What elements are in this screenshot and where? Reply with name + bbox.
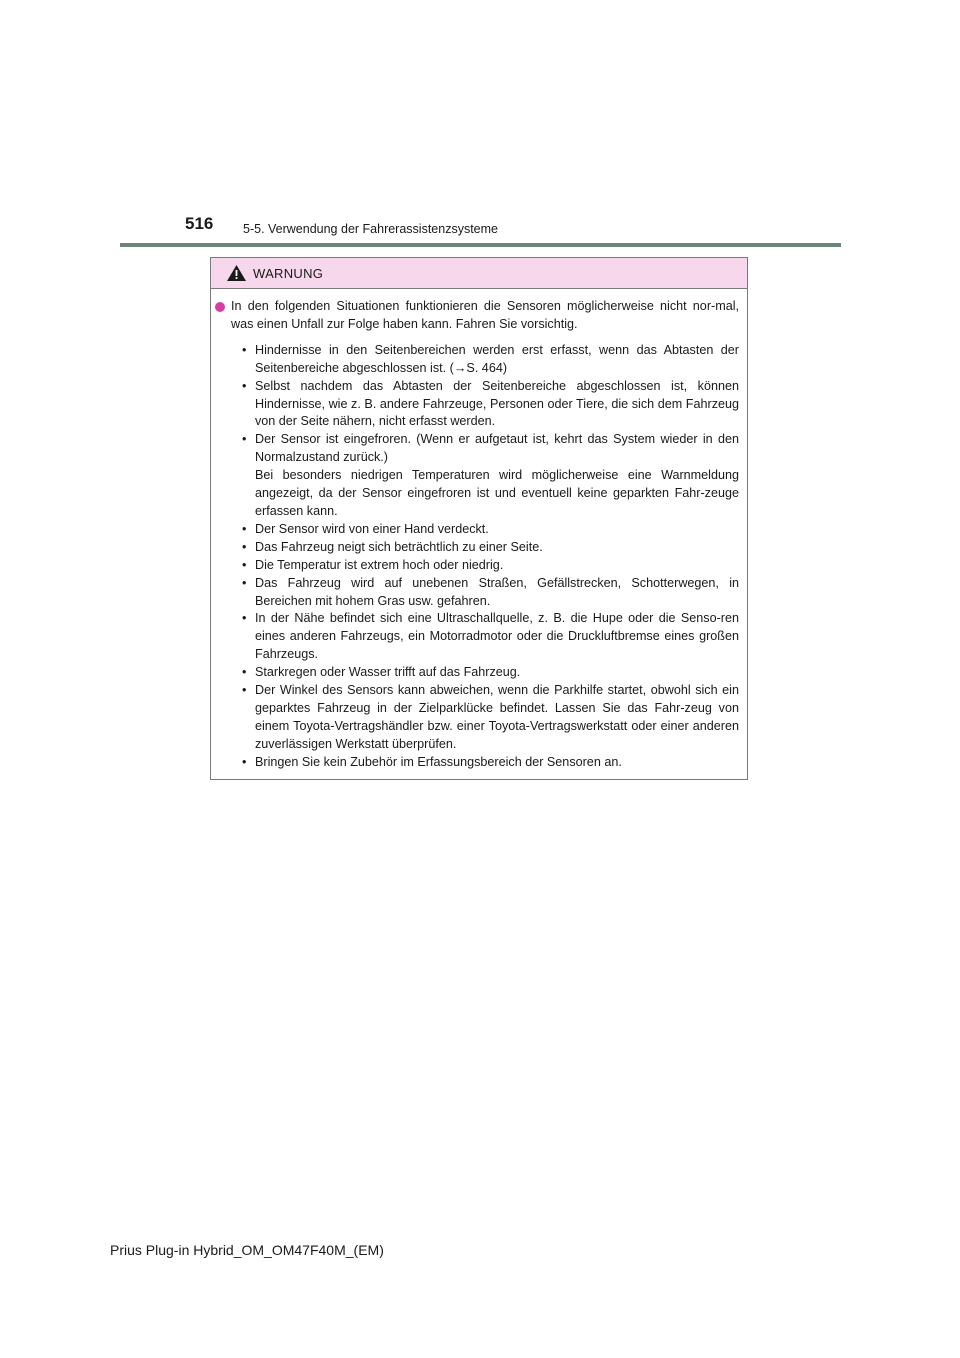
list-item	[211, 431, 747, 521]
bullet-icon: •	[242, 557, 247, 572]
warning-title: WARNUNG	[253, 266, 324, 281]
warning-box	[210, 257, 748, 780]
list-item	[211, 539, 747, 557]
list-item	[211, 682, 747, 754]
list-item-text: Der Winkel des Sensors kann abweichen, wenn die Parkhilfe startet, obwohl sich ein geparktes Fahrzeug in der Zielparklücke befindet. Lassen Sie das Fahr-zeug von einem Toyota-Vertragshändler bzw. einer Toyota-Vertragswerkstatt oder einer anderen zuverlässigen Werkstatt überprüfen.	[255, 683, 739, 751]
bullet-icon: •	[242, 683, 247, 698]
bullet-icon: •	[242, 539, 247, 554]
warning-lead	[211, 298, 747, 334]
warning-header	[211, 258, 747, 289]
bullet-icon: •	[242, 521, 247, 536]
list-item-text: Hindernisse in den Seitenbereichen werden erst erfasst, wenn das Abtasten der Seitenbereiche abgeschlossen ist. (→S. 464)	[255, 342, 739, 375]
footer-document-id: Prius Plug-in Hybrid_OM_OM47F40M_(EM)	[110, 1242, 384, 1258]
lead-dot-icon	[215, 302, 225, 312]
bullet-icon: •	[242, 665, 247, 680]
list-item	[211, 521, 747, 539]
header-rule	[120, 243, 841, 247]
warning-triangle-icon	[226, 264, 247, 282]
bullet-icon: •	[242, 611, 247, 626]
list-item-text: Der Sensor wird von einer Hand verdeckt.	[255, 521, 489, 536]
bullet-icon: •	[242, 378, 247, 393]
list-item-text: In der Nähe befindet sich eine Ultraschallquelle, z. B. die Hupe oder die Senso-ren eines anderen Fahrzeugs, ein Motorradmotor oder die Druckluftbremse eines großen Fahrzeugs.	[255, 611, 739, 662]
page-number: 516	[185, 214, 214, 233]
list-item-text: Starkregen oder Wasser trifft auf das Fahrzeug.	[255, 665, 521, 680]
bullet-icon: •	[242, 342, 247, 357]
list-item-text: Das Fahrzeug neigt sich beträchtlich zu einer Seite.	[255, 539, 543, 554]
bullet-icon: •	[242, 432, 247, 447]
list-item-text: Die Temperatur ist extrem hoch oder niedrig.	[255, 557, 504, 572]
warning-content	[211, 298, 747, 772]
list-item-text: Bei besonders niedrigen Temperaturen wird möglicherweise eine Warnmeldung angezeigt, da der Sensor eingefroren ist und eventuell keine geparkten Fahr-zeuge erfassen kann.	[255, 468, 739, 518]
list-item	[211, 378, 747, 432]
section-title: 5-5. Verwendung der Fahrerassistenzsysteme	[243, 222, 498, 236]
list-item-text: Der Sensor ist eingefroren. (Wenn er aufgetaut ist, kehrt das System wieder in den Normalzustand zurück.)	[255, 432, 739, 465]
list-item-text: Selbst nachdem das Abtasten der Seitenbereiche abgeschlossen ist, können Hindernisse, wie z. B. andere Fahrzeuge, Personen oder Tiere, die sich dem Fahrzeug von der Seite nähern, nicht erfasst werden.	[255, 378, 739, 429]
list-item	[211, 342, 747, 378]
warning-lead-text: In den folgenden Situationen funktionieren die Sensoren möglicherweise nicht nor-mal, was einen Unfall zur Folge haben kann. Fahren Sie vorsichtig.	[231, 299, 739, 331]
bullet-icon: •	[242, 754, 247, 769]
list-item	[211, 575, 747, 611]
list-item-text: Bringen Sie kein Zubehör im Erfassungsbereich der Sensoren an.	[255, 754, 622, 769]
list-item	[211, 610, 747, 664]
list-item	[211, 664, 747, 682]
bullet-icon: •	[242, 575, 247, 590]
list-item-text: Das Fahrzeug wird auf unebenen Straßen, Gefällstrecken, Schotterwegen, in Bereichen mit hohem Gras usw. gefahren.	[255, 575, 739, 608]
list-item	[211, 557, 747, 575]
warning-items-list	[211, 342, 747, 772]
list-item	[211, 754, 747, 772]
